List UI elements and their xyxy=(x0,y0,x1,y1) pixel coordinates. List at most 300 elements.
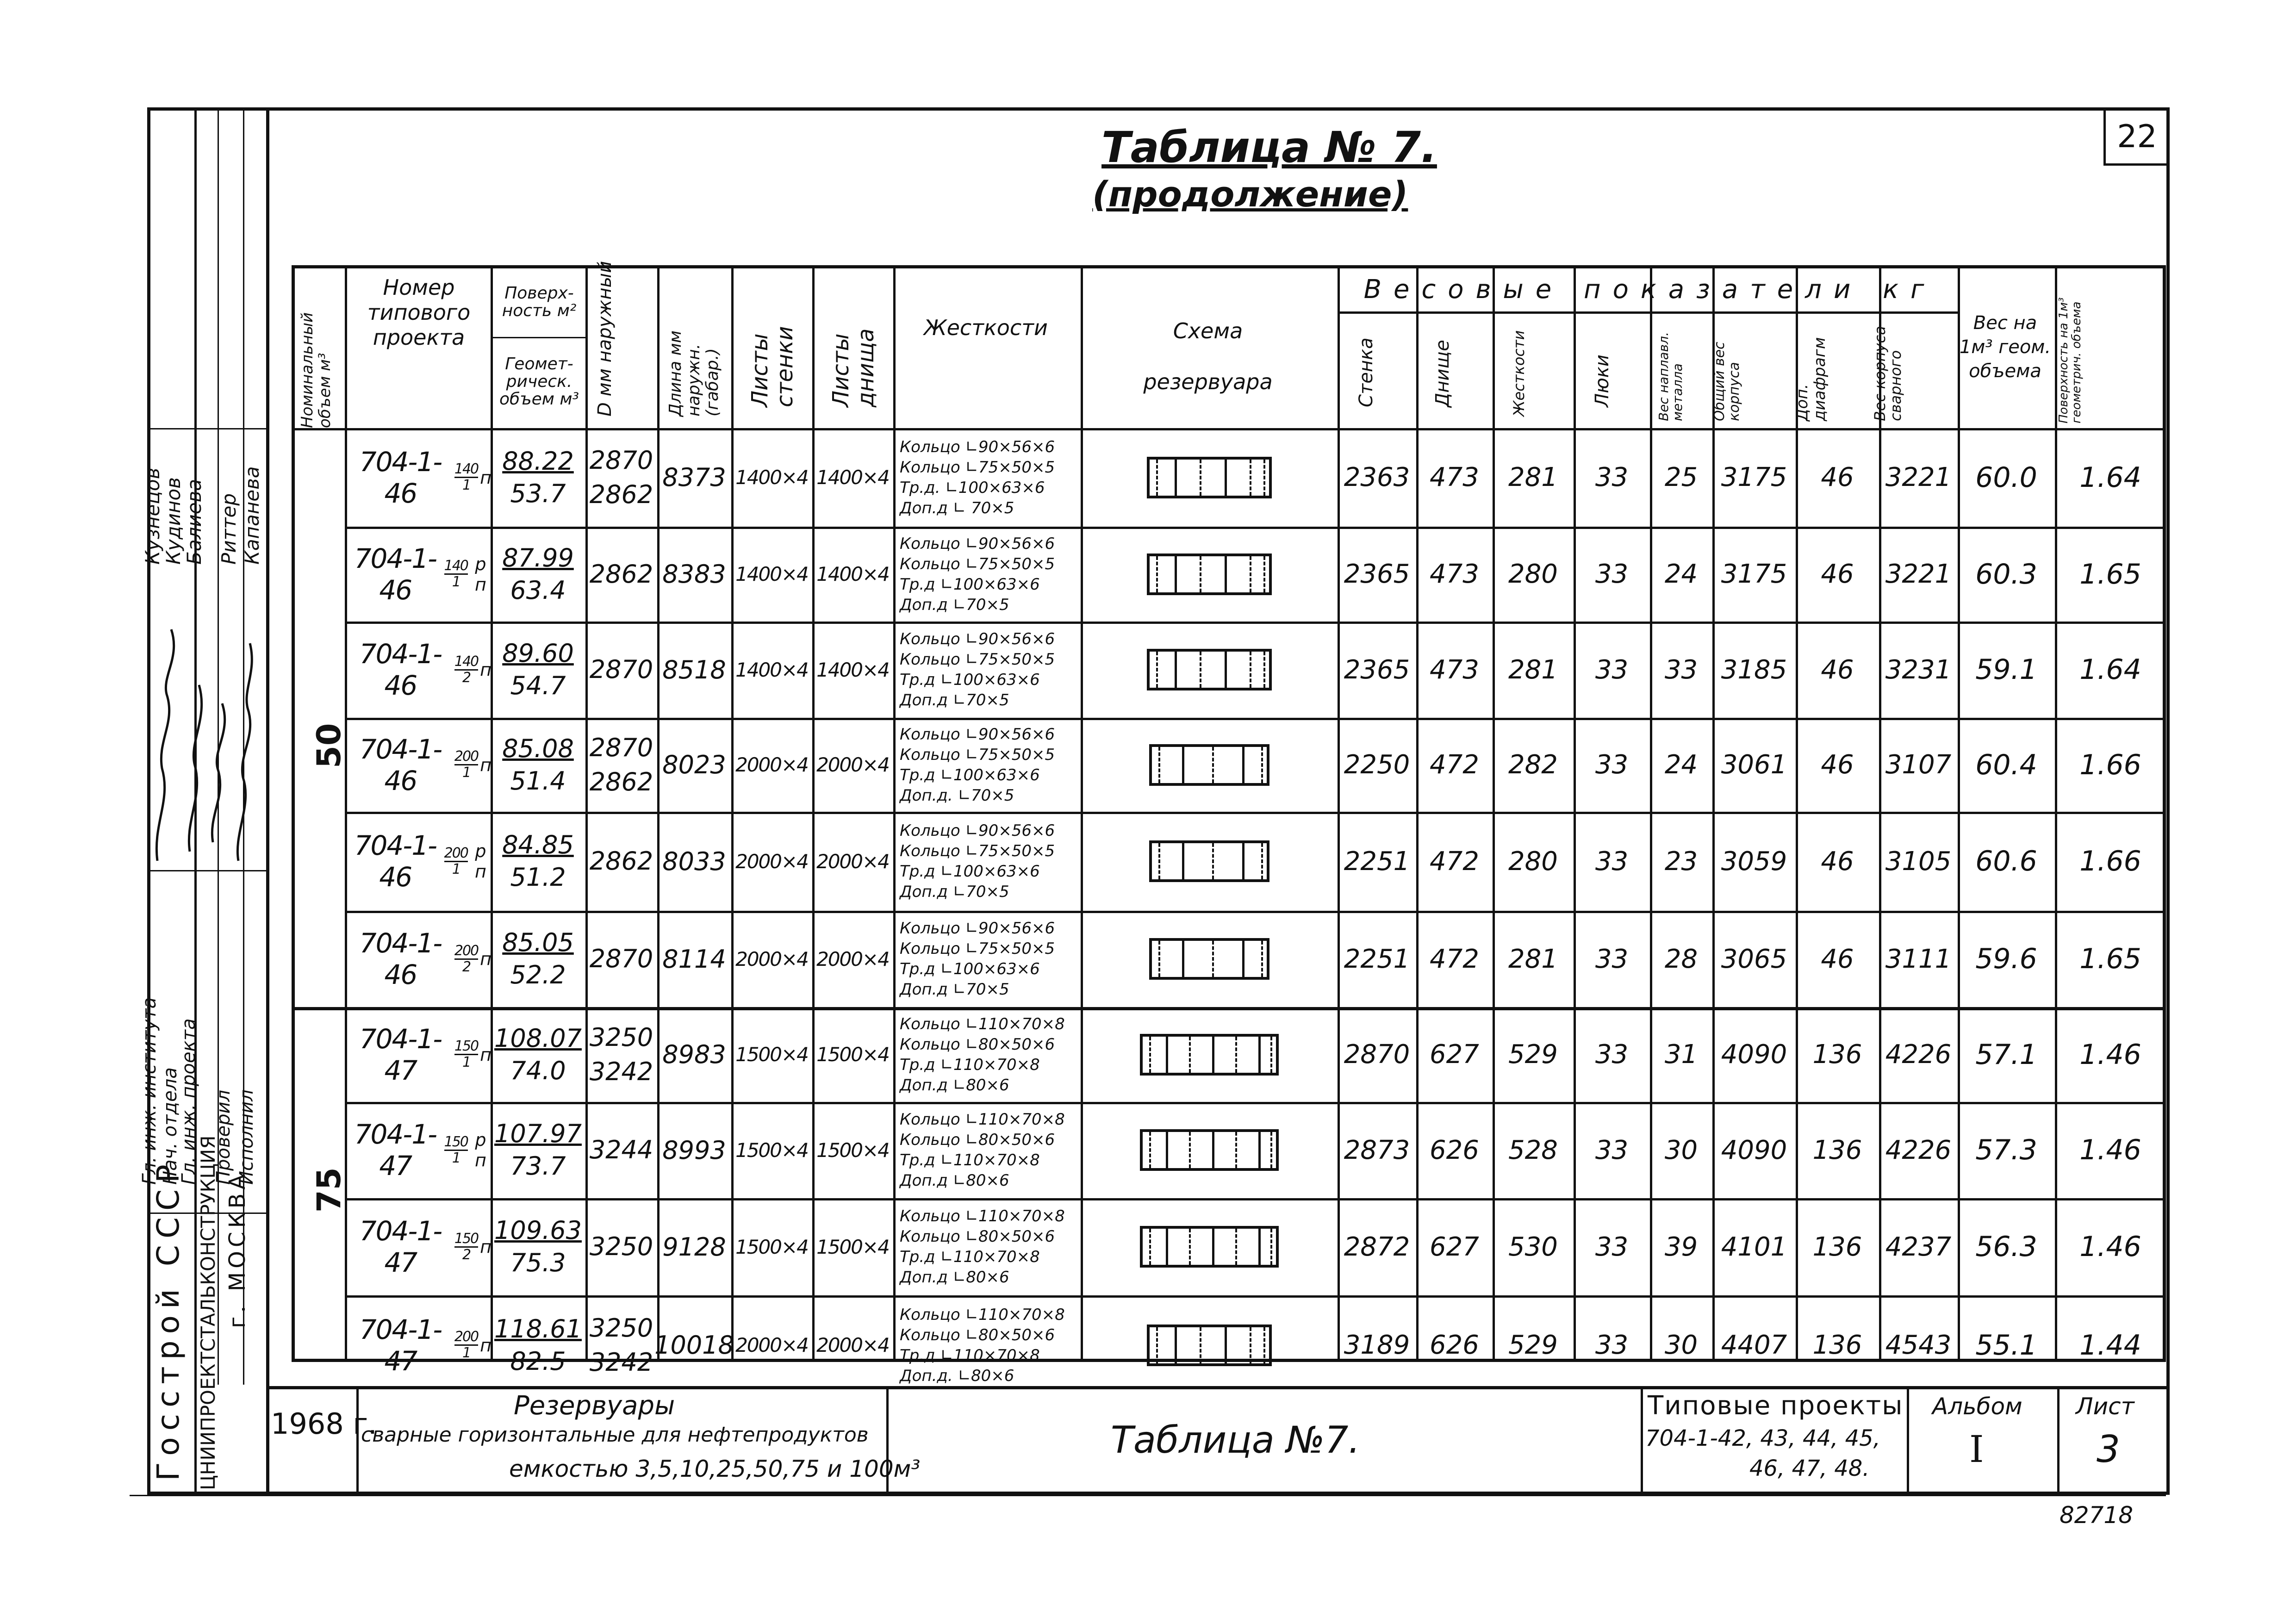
stamp-name-5: Капанева xyxy=(241,466,263,565)
header-weights-group: Весовые показатели кг xyxy=(1363,274,1936,305)
ratio-value: 1.46 xyxy=(2079,1134,2141,1166)
stiffener-text: Кольцо ∟90×56×6 Кольцо ∟75×50×5 Тр.д ∟100×63×6 Доп.д ∟70×5 xyxy=(900,630,1055,709)
tb-projects-line1: 704-1-42, 43, 44, 45, xyxy=(1645,1425,1880,1451)
weight-value: 473 xyxy=(1430,559,1479,589)
stiffener-cell xyxy=(893,622,1081,718)
weight-cell xyxy=(1416,1102,1493,1198)
project-suffix: п xyxy=(480,754,491,775)
length-value: 8023 xyxy=(662,750,726,779)
length-cell xyxy=(657,812,731,911)
diameter-value: 3250 xyxy=(589,1313,653,1343)
scheme-cell xyxy=(1081,812,1338,911)
wall-sheet-cell xyxy=(731,1198,812,1295)
per-m3-cell xyxy=(1958,622,2055,718)
weight-cell xyxy=(1574,1198,1650,1295)
surface-value: 85.08 xyxy=(502,734,574,763)
weight-cell xyxy=(1712,1198,1796,1295)
weight-value: 3185 xyxy=(1721,654,1787,685)
header-length: Длина мм наружн. (габар.) xyxy=(666,330,722,417)
weight-cell xyxy=(1879,911,1958,1007)
bottom-sheet-value: 1400×4 xyxy=(816,563,889,585)
project-suffix: п xyxy=(480,659,491,680)
weight-value: 2251 xyxy=(1344,944,1410,974)
tank-scheme-icon xyxy=(1147,457,1272,498)
weight-value: 627 xyxy=(1430,1039,1479,1070)
ratio-cell xyxy=(2055,527,2166,622)
diameter-cell xyxy=(585,527,657,622)
length-value: 8373 xyxy=(662,463,726,492)
weight-value: 280 xyxy=(1508,559,1558,589)
stamp-role-2: Нач. отдела xyxy=(160,1067,181,1185)
weight-value: 33 xyxy=(1595,846,1629,877)
length-value: 8383 xyxy=(662,560,726,589)
weight-cell xyxy=(1574,812,1650,911)
weight-cell xyxy=(1416,527,1493,622)
surface-value: 88.22 xyxy=(502,446,574,476)
surface-geom-cell xyxy=(491,1198,585,1295)
weight-value: 33 xyxy=(1595,1039,1629,1070)
weight-value: 33 xyxy=(1595,750,1629,780)
weight-value: 3189 xyxy=(1344,1330,1410,1360)
tb-sheet-label: Лист xyxy=(2076,1393,2134,1420)
wall-sheet-value: 2000×4 xyxy=(735,753,808,776)
stiffener-cell xyxy=(893,718,1081,812)
weight-value: 136 xyxy=(1812,1330,1862,1360)
stamp-split-1 xyxy=(147,428,266,429)
project-number xyxy=(345,622,491,718)
ratio-value: 1.65 xyxy=(2079,558,2141,591)
weight-cell xyxy=(1338,428,1416,527)
weight-value: 33 xyxy=(1664,654,1698,685)
wall-sheet-value: 1500×4 xyxy=(735,1043,808,1066)
stiffener-text: Кольцо ∟110×70×8 Кольцо ∟80×50×6 Тр.д ∟110×70×8 Доп.д. ∟80×6 xyxy=(900,1305,1065,1385)
ratio-cell xyxy=(2055,622,2166,718)
bottom-sheet-value: 2000×4 xyxy=(816,947,889,970)
weight-value: 31 xyxy=(1664,1039,1698,1070)
surface-value: 84.85 xyxy=(502,830,574,859)
stamp-role-5: Исполнил xyxy=(236,1089,257,1185)
per-m3-cell xyxy=(1958,1295,2055,1395)
weight-value: 3059 xyxy=(1721,846,1787,877)
weight-cell xyxy=(1796,1102,1879,1198)
header-w-hatch: Люки xyxy=(1592,354,1613,407)
ratio-value: 1.46 xyxy=(2079,1038,2141,1071)
weight-cell xyxy=(1416,622,1493,718)
weight-value: 3221 xyxy=(1885,559,1952,589)
project-number xyxy=(345,718,491,812)
weight-cell xyxy=(1338,1295,1416,1395)
scheme-cell xyxy=(1081,1198,1338,1295)
stiffener-cell xyxy=(893,911,1081,1007)
weight-cell xyxy=(1879,622,1958,718)
stamp-name-1: Кузнецов xyxy=(141,467,164,565)
weight-cell xyxy=(1712,1295,1796,1395)
ratio-cell xyxy=(2055,1295,2166,1395)
bottom-sheet-cell xyxy=(812,718,893,812)
project-code: 704-1-46 xyxy=(359,446,442,509)
project-code: 704-1-46 xyxy=(354,542,437,606)
geom-volume-value: 54.7 xyxy=(510,671,566,700)
weight-cell xyxy=(1879,1198,1958,1295)
per-m3-cell xyxy=(1958,1102,2055,1198)
weight-value: 33 xyxy=(1595,654,1629,685)
stiffener-text: Кольцо ∟90×56×6 Кольцо ∟75×50×5 Тр.д ∟100×63×6 Доп.д. ∟70×5 xyxy=(900,725,1055,805)
wall-sheet-value: 1400×4 xyxy=(735,658,808,681)
length-value: 10018 xyxy=(654,1331,734,1360)
geom-volume-value: 63.4 xyxy=(510,575,566,605)
geom-volume-value: 52.2 xyxy=(510,960,566,989)
weight-cell xyxy=(1712,911,1796,1007)
weight-value: 33 xyxy=(1595,559,1629,589)
weight-per-m3-value: 60.0 xyxy=(1975,461,2037,494)
weight-cell xyxy=(1416,1198,1493,1295)
project-suffix: п xyxy=(480,1335,491,1356)
tb-desc-1: Резервуары xyxy=(514,1391,675,1421)
length-cell xyxy=(657,622,731,718)
weight-cell xyxy=(1879,1295,1958,1395)
weight-cell xyxy=(1493,1007,1574,1102)
surface-geom-cell xyxy=(491,1295,585,1395)
project-number xyxy=(345,1295,491,1395)
weight-value: 46 xyxy=(1821,559,1854,589)
ratio-cell xyxy=(2055,718,2166,812)
stamp-city: г. МОСКВА xyxy=(224,1170,250,1328)
project-frac-bot: 2 xyxy=(462,1246,471,1263)
project-suffix: п xyxy=(480,1237,491,1257)
wall-sheet-value: 2000×4 xyxy=(735,947,808,970)
doc-number: 82718 xyxy=(2060,1502,2134,1529)
weight-cell xyxy=(1574,1102,1650,1198)
tb-div-5 xyxy=(2057,1386,2060,1495)
tb-album-value: I xyxy=(1969,1428,1984,1471)
header-w-stiff: Жесткости xyxy=(1510,330,1528,417)
weight-value: 33 xyxy=(1595,1330,1629,1360)
surface-geom-cell xyxy=(491,1102,585,1198)
diameter-cell xyxy=(585,428,657,527)
ratio-value: 1.46 xyxy=(2079,1231,2141,1263)
stiffener-text: Кольцо ∟90×56×6 Кольцо ∟75×50×5 Тр.д ∟100×63×6 Доп.д ∟70×5 xyxy=(900,821,1055,901)
weight-value: 281 xyxy=(1508,654,1558,685)
weight-cell xyxy=(1796,527,1879,622)
diameter-value: 2870 xyxy=(589,445,653,475)
diameter-value: 3250 xyxy=(589,1232,653,1261)
per-m3-cell xyxy=(1958,911,2055,1007)
project-number xyxy=(345,911,491,1007)
stamp-name-3: Балиева xyxy=(183,479,205,565)
weight-cell xyxy=(1650,622,1712,718)
weight-cell xyxy=(1338,622,1416,718)
diameter-value: 3242 xyxy=(589,1057,653,1086)
tank-scheme-icon xyxy=(1149,938,1269,980)
tb-sheet-value: 3 xyxy=(2097,1428,2120,1471)
weight-cell xyxy=(1338,718,1416,812)
per-m3-cell xyxy=(1958,527,2055,622)
weight-cell xyxy=(1493,527,1574,622)
weight-value: 3175 xyxy=(1721,559,1787,589)
project-frac-top: 150 xyxy=(454,1230,479,1247)
weight-per-m3-value: 57.3 xyxy=(1975,1134,2037,1166)
weight-value: 3107 xyxy=(1885,750,1952,780)
stamp-role-4: Проверил xyxy=(213,1089,234,1185)
bottom-sheet-value: 2000×4 xyxy=(816,1334,889,1356)
weight-value: 2363 xyxy=(1344,462,1410,492)
weight-cell xyxy=(1796,812,1879,911)
weight-value: 3221 xyxy=(1885,462,1952,492)
tb-div-4 xyxy=(1907,1386,1909,1495)
ratio-value: 1.64 xyxy=(2079,461,2141,494)
stamp-org1: Госстрой СССР xyxy=(150,1158,186,1481)
bottom-sheet-cell xyxy=(812,527,893,622)
tb-center-title: Таблица №7. xyxy=(1111,1418,1360,1461)
weight-cell xyxy=(1493,428,1574,527)
diameter-cell xyxy=(585,1198,657,1295)
weight-cell xyxy=(1574,622,1650,718)
geom-volume-value: 74.0 xyxy=(510,1056,566,1085)
stiffener-cell xyxy=(893,812,1081,911)
project-frac-bot: 1 xyxy=(462,477,471,493)
weight-cell xyxy=(1879,1007,1958,1102)
weight-value: 529 xyxy=(1508,1330,1558,1360)
weight-value: 530 xyxy=(1508,1231,1558,1262)
diameter-value: 2862 xyxy=(589,479,653,509)
surface-value: 109.63 xyxy=(494,1216,582,1245)
header-w-wall: Стенка xyxy=(1356,337,1377,407)
weight-cell xyxy=(1879,718,1958,812)
stamp-org2: ЦНИИПРОЕКТСТАЛЬКОНСТРУКЦИЯ xyxy=(197,1135,219,1490)
bottom-sheet-cell xyxy=(812,812,893,911)
weight-cell xyxy=(1650,812,1712,911)
weight-value: 4407 xyxy=(1721,1330,1787,1360)
scheme-cell xyxy=(1081,622,1338,718)
project-frac-bot: 1 xyxy=(462,1054,471,1070)
project-number xyxy=(345,428,491,527)
weight-per-m3-value: 60.3 xyxy=(1975,558,2037,591)
bottom-sheet-cell xyxy=(812,1198,893,1295)
weight-cell xyxy=(1338,1198,1416,1295)
bottom-sheet-cell xyxy=(812,1007,893,1102)
tank-scheme-icon xyxy=(1140,1034,1279,1076)
project-frac-bot: 2 xyxy=(462,669,471,686)
project-code: 704-1-47 xyxy=(354,1119,437,1181)
wall-sheet-value: 1500×4 xyxy=(735,1235,808,1258)
surface-geom-cell xyxy=(491,527,585,622)
bottom-rule xyxy=(130,1495,2166,1496)
wall-sheet-cell xyxy=(731,1295,812,1395)
ratio-cell xyxy=(2055,428,2166,527)
length-value: 8114 xyxy=(662,944,726,974)
diameter-value: 2870 xyxy=(589,655,653,684)
weight-value: 473 xyxy=(1430,654,1479,685)
weight-cell xyxy=(1650,718,1712,812)
weight-cell xyxy=(1338,1102,1416,1198)
weight-value: 136 xyxy=(1812,1039,1862,1070)
header-diameter: D мм наружный xyxy=(594,261,616,417)
weight-value: 2365 xyxy=(1344,654,1410,685)
diameter-value: 3244 xyxy=(589,1135,653,1164)
wall-sheet-cell xyxy=(731,527,812,622)
length-cell xyxy=(654,1295,734,1395)
project-frac-bot: 1 xyxy=(462,1345,471,1361)
weight-cell xyxy=(1493,911,1574,1007)
project-suffix: п xyxy=(480,1044,491,1065)
length-cell xyxy=(657,428,731,527)
surface-value: 89.60 xyxy=(502,639,574,668)
weight-per-m3-value: 57.1 xyxy=(1975,1038,2037,1071)
project-frac-bot: 1 xyxy=(452,861,460,877)
weight-value: 280 xyxy=(1508,846,1558,877)
weight-value: 4101 xyxy=(1721,1231,1787,1262)
surface-value: 108.07 xyxy=(494,1023,582,1053)
weight-value: 627 xyxy=(1430,1231,1479,1262)
weight-cell xyxy=(1416,718,1493,812)
wall-sheet-cell xyxy=(731,1102,812,1198)
weight-value: 46 xyxy=(1821,462,1854,492)
wall-sheet-cell xyxy=(731,1007,812,1102)
weight-cell xyxy=(1650,1198,1712,1295)
ratio-value: 1.65 xyxy=(2079,943,2141,975)
diameter-value: 2862 xyxy=(589,559,653,589)
length-cell xyxy=(657,1007,731,1102)
project-frac-top: 140 xyxy=(444,558,468,574)
project-frac-top: 150 xyxy=(454,1038,479,1054)
project-code: 704-1-46 xyxy=(359,927,442,990)
geom-volume-value: 51.4 xyxy=(510,766,566,796)
wall-sheet-cell xyxy=(731,911,812,1007)
weight-value: 626 xyxy=(1430,1135,1479,1165)
bottom-sheet-value: 1500×4 xyxy=(816,1235,889,1258)
weight-per-m3-value: 55.1 xyxy=(1975,1329,2037,1362)
header-w-welded: Вес корпуса сварного xyxy=(1871,326,1904,421)
weight-cell xyxy=(1650,911,1712,1007)
weight-cell xyxy=(1712,622,1796,718)
diameter-cell xyxy=(585,1102,657,1198)
weight-value: 3065 xyxy=(1721,944,1787,974)
bottom-sheet-value: 1400×4 xyxy=(816,658,889,681)
stiffener-cell xyxy=(893,527,1081,622)
weight-value: 281 xyxy=(1508,944,1558,974)
weight-value: 24 xyxy=(1664,750,1698,780)
bottom-sheet-cell xyxy=(812,1102,893,1198)
scheme-cell xyxy=(1081,911,1338,1007)
diameter-value: 2870 xyxy=(589,733,653,762)
geom-volume-value: 82.5 xyxy=(510,1346,566,1376)
weight-cell xyxy=(1650,527,1712,622)
weight-cell xyxy=(1796,718,1879,812)
weight-cell xyxy=(1338,812,1416,911)
weight-value: 3061 xyxy=(1721,750,1787,780)
stamp-role-3: Гл. инж. проекта xyxy=(178,1018,199,1185)
length-cell xyxy=(657,1102,731,1198)
per-m3-cell xyxy=(1958,1007,2055,1102)
header-stiffeners: Жесткости xyxy=(924,315,1048,340)
project-code: 704-1-46 xyxy=(359,733,442,796)
weight-value: 33 xyxy=(1595,944,1629,974)
length-value: 8518 xyxy=(662,655,726,684)
weight-value: 529 xyxy=(1508,1039,1558,1070)
tb-div-3 xyxy=(1641,1386,1643,1495)
header-surf-per-vol: Поверхность на 1м³ геометрич. объема xyxy=(2057,297,2084,423)
geom-volume-value: 53.7 xyxy=(510,479,566,508)
header-w-total: Общий вес корпуса xyxy=(1711,342,1742,421)
bottom-sheet-cell xyxy=(812,428,893,527)
surface-geom-cell xyxy=(491,622,585,718)
length-cell xyxy=(657,911,731,1007)
page-number: 22 xyxy=(2117,118,2157,155)
diameter-value: 2862 xyxy=(589,846,653,876)
header-project-number: Номер типового проекта xyxy=(367,275,471,350)
stiffener-cell xyxy=(893,1198,1081,1295)
per-m3-cell xyxy=(1958,428,2055,527)
weight-value: 281 xyxy=(1508,462,1558,492)
surface-geom-cell xyxy=(491,1007,585,1102)
surface-geom-cell xyxy=(491,812,585,911)
bottom-sheet-value: 1500×4 xyxy=(816,1138,889,1162)
project-frac-bot: 2 xyxy=(462,958,471,975)
project-number xyxy=(345,1102,491,1198)
weight-value: 136 xyxy=(1812,1135,1862,1165)
ratio-value: 1.66 xyxy=(2079,748,2141,781)
weight-cell xyxy=(1796,1007,1879,1102)
weight-value: 2873 xyxy=(1344,1135,1410,1165)
wall-sheet-value: 2000×4 xyxy=(735,850,808,873)
weight-value: 4226 xyxy=(1885,1039,1952,1070)
weight-cell xyxy=(1493,622,1574,718)
geom-volume-value: 51.2 xyxy=(510,863,566,892)
diameter-value: 2870 xyxy=(589,944,653,973)
bottom-sheet-cell xyxy=(812,1295,893,1395)
weight-cell xyxy=(1879,812,1958,911)
wall-sheet-cell xyxy=(731,812,812,911)
weight-cell xyxy=(1493,812,1574,911)
project-frac-top: 200 xyxy=(444,845,468,861)
weight-per-m3-value: 59.1 xyxy=(1975,653,2037,686)
project-frac-top: 200 xyxy=(454,1329,479,1345)
weight-per-m3-value: 60.6 xyxy=(1975,845,2037,877)
bottom-sheet-cell xyxy=(812,622,893,718)
weight-per-m3-value: 60.4 xyxy=(1975,748,2037,781)
weight-cell xyxy=(1493,1198,1574,1295)
weight-cell xyxy=(1650,1295,1712,1395)
tb-desc-2: сварные горизонтальные для нефтепродуктов xyxy=(361,1423,869,1447)
weight-cell xyxy=(1796,911,1879,1007)
project-frac-top: 150 xyxy=(444,1133,468,1150)
diameter-value: 3242 xyxy=(589,1347,653,1377)
scheme-cell xyxy=(1081,428,1338,527)
weight-value: 39 xyxy=(1664,1231,1698,1262)
tb-desc-3: емкостью 3,5,10,25,50,75 и 100м³ xyxy=(509,1455,921,1482)
table-title: Таблица № 7. xyxy=(1101,123,1437,172)
stiffener-text: Кольцо ∟110×70×8 Кольцо ∟80×50×6 Тр.д ∟110×70×8 Доп.д ∟80×6 xyxy=(900,1207,1065,1287)
surface-value: 118.61 xyxy=(494,1314,582,1343)
wall-sheet-value: 1500×4 xyxy=(735,1138,808,1162)
weight-cell xyxy=(1338,527,1416,622)
stiffener-cell xyxy=(893,428,1081,527)
weight-cell xyxy=(1712,1102,1796,1198)
weight-value: 626 xyxy=(1430,1330,1479,1360)
tank-scheme-icon xyxy=(1147,553,1272,595)
weight-cell xyxy=(1712,1007,1796,1102)
weight-value: 4090 xyxy=(1721,1135,1787,1165)
weight-cell xyxy=(1796,1295,1879,1395)
weight-cell xyxy=(1416,1007,1493,1102)
ratio-cell xyxy=(2055,1198,2166,1295)
weight-value: 46 xyxy=(1821,750,1854,780)
weight-value: 136 xyxy=(1812,1231,1862,1262)
project-code: 704-1-46 xyxy=(359,638,442,701)
diameter-cell xyxy=(585,812,657,911)
header-geom-volume: Геомет-рическ. объем м³ xyxy=(499,354,579,409)
header-nominal-volume: Номинальный объем м³ xyxy=(298,312,334,428)
